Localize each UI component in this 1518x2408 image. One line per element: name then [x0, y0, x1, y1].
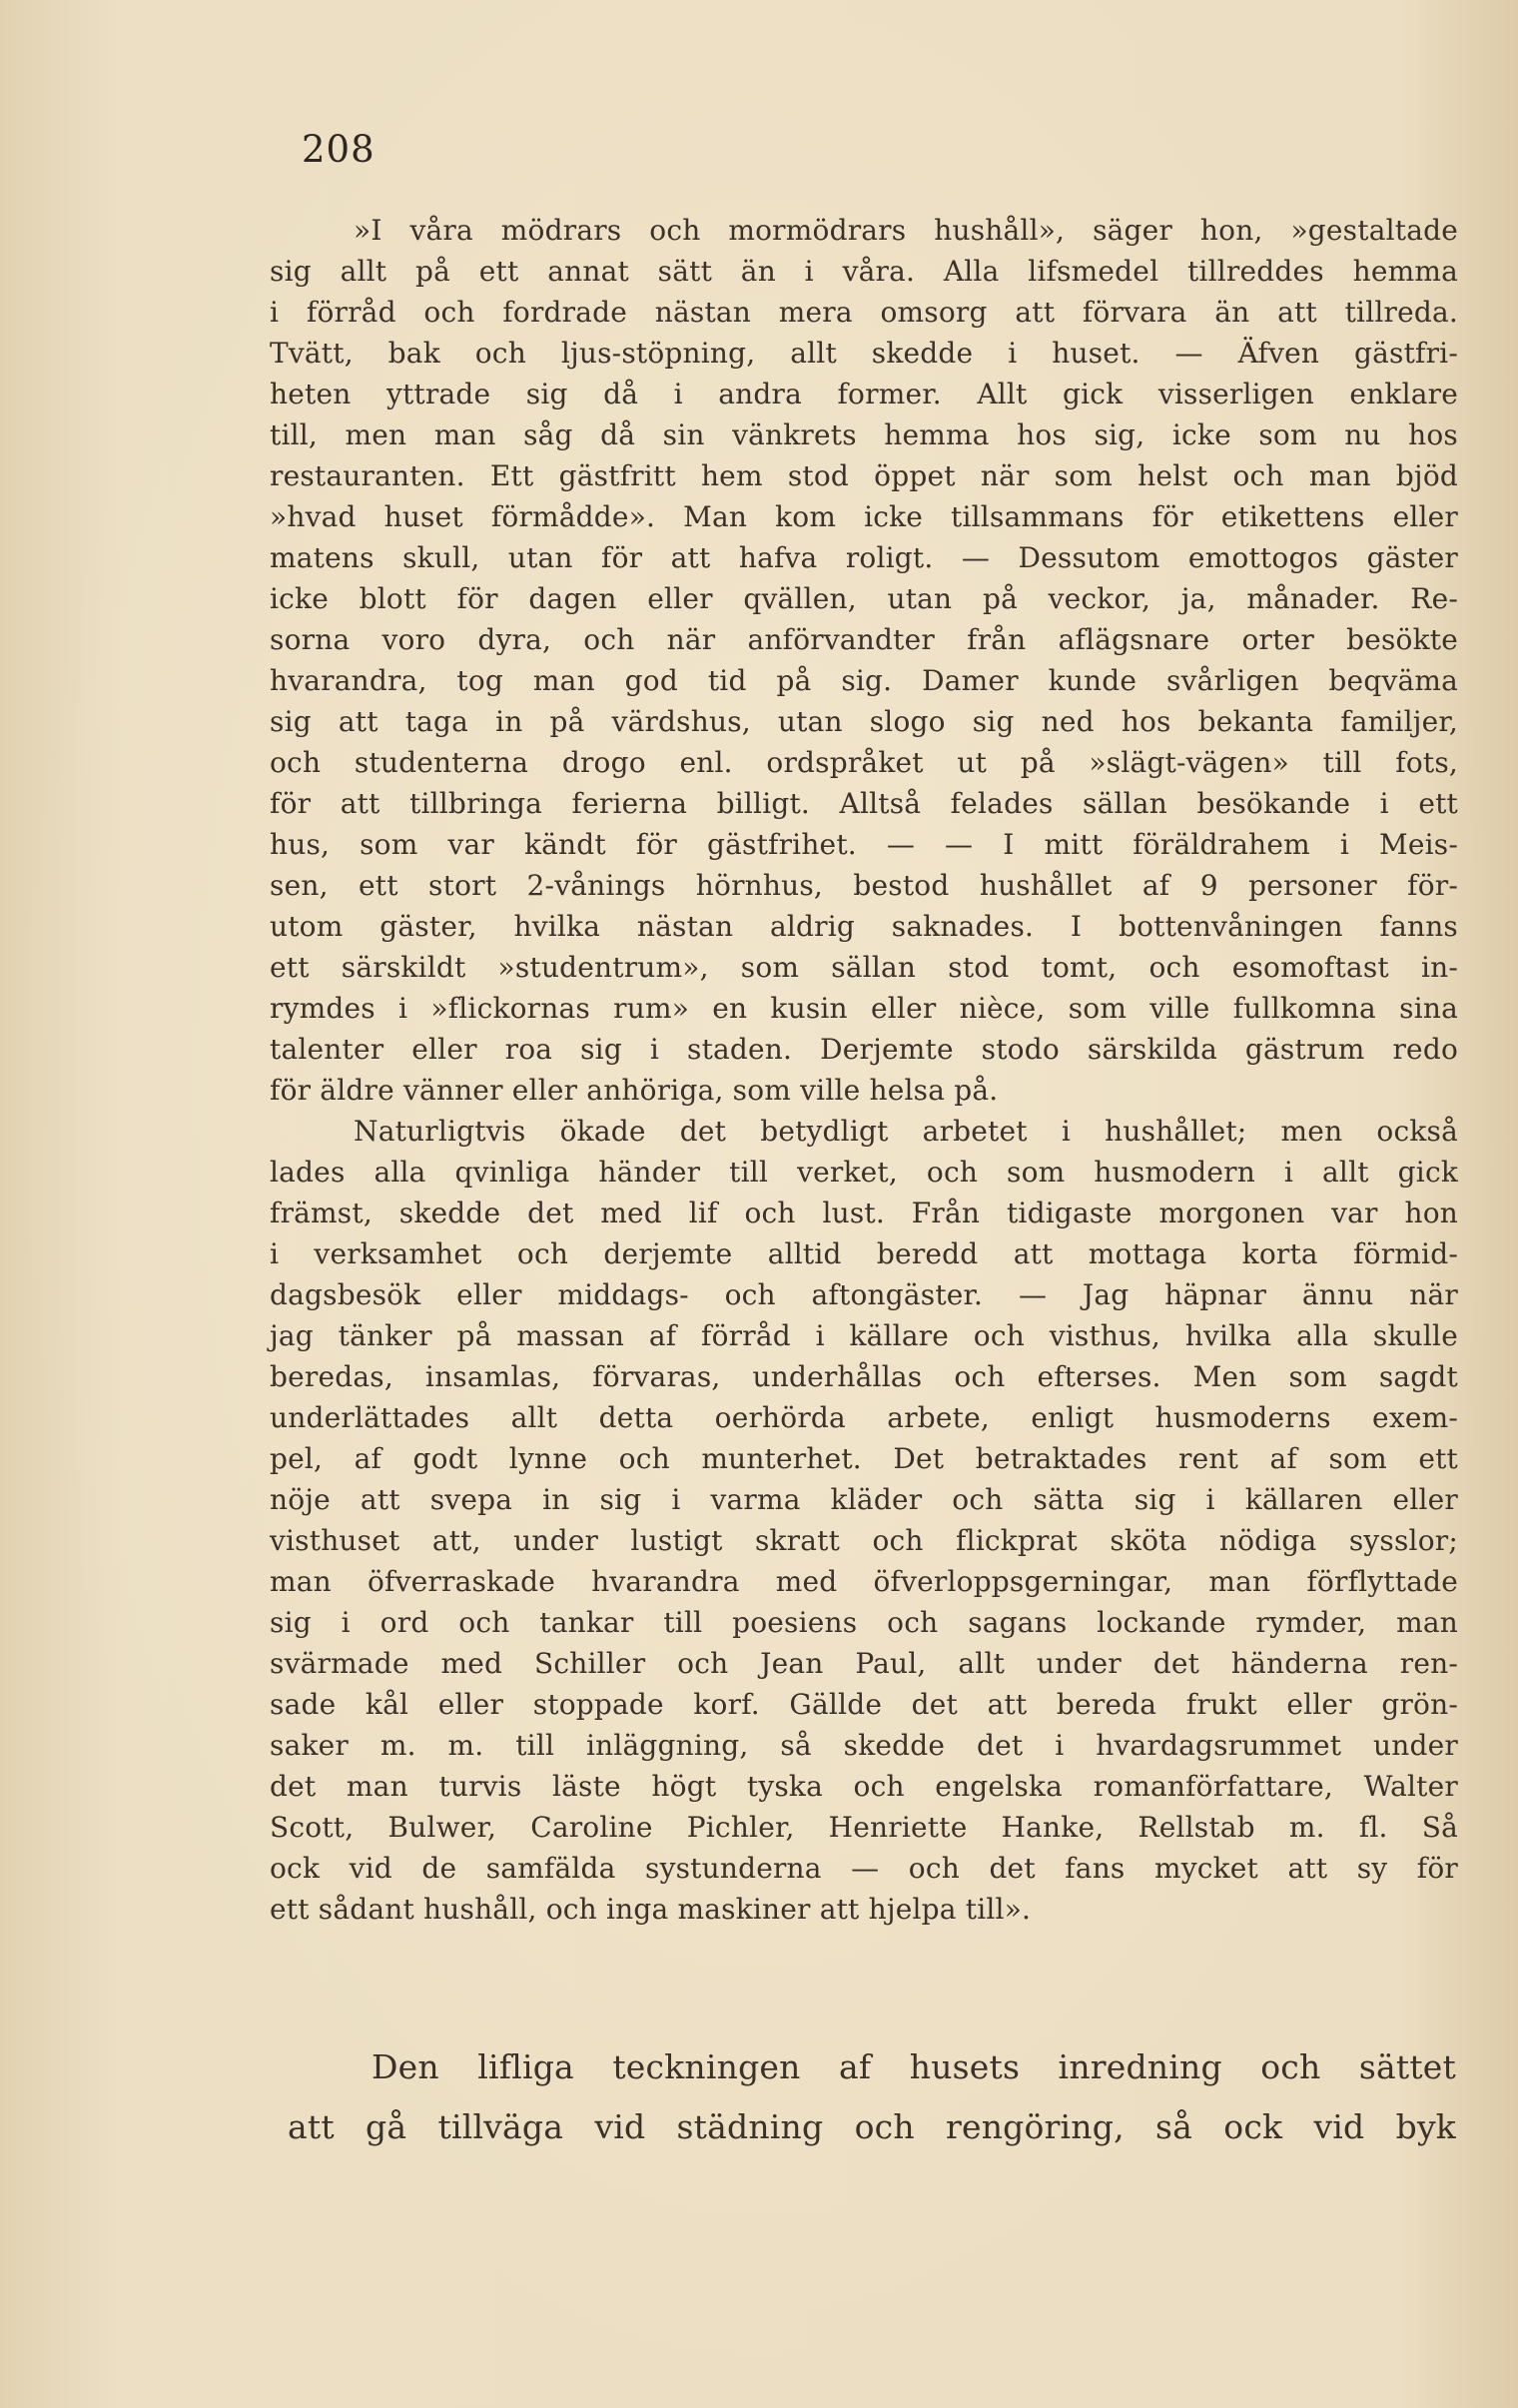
page-number: 208: [302, 128, 376, 171]
text-line: »I våra mödrars och mormödrars hushåll», säger hon, »gestaltade: [354, 214, 1458, 247]
main-paragraph: [288, 2037, 1456, 2157]
text-line: beredas, insamlas, förvaras, underhållas och efterses. Men som sagdt: [270, 1360, 1458, 1393]
text-line: icke blott för dagen eller qvällen, utan på veckor, ja, månader. Re-: [270, 582, 1458, 615]
text-line: sig allt på ett annat sätt än i våra. Alla lifsmedel tillreddes hemma: [270, 255, 1458, 288]
text-line: det man turvis läste högt tyska och engelska romanförfattare, Walter: [270, 1770, 1458, 1803]
text-line: att gå tillväga vid städning och rengöring, så ock vid byk: [288, 2107, 1456, 2146]
text-line: man öfverraskade hvarandra med öfverloppsgerningar, man förflyttade: [270, 1565, 1458, 1598]
text-line: sorna voro dyra, och när anförvandter från aflägsnare orter besökte: [270, 623, 1458, 656]
text-line: Den lifliga teckningen af husets inredning och sättet: [372, 2047, 1456, 2086]
text-line: sig att taga in på värdshus, utan slogo sig ned hos bekanta familjer,: [270, 705, 1458, 738]
text-line: svärmade med Schiller och Jean Paul, allt under det händerna ren-: [270, 1647, 1458, 1680]
text-line: visthuset att, under lustigt skratt och flickprat sköta nödiga sysslor;: [270, 1524, 1458, 1557]
text-line: sen, ett stort 2-vånings hörnhus, bestod hushållet af 9 personer för-: [270, 869, 1458, 902]
quote-paragraph-1: [270, 210, 1458, 1930]
text-line: Tvätt, bak och ljus-stöpning, allt skedde i huset. — Äfven gästfri-: [270, 337, 1458, 370]
text-line: ock vid de samfälda systunderna — och det fans mycket att sy för: [270, 1852, 1458, 1885]
text-line: utom gäster, hvilka nästan aldrig saknades. I bottenvåningen fanns: [270, 910, 1458, 943]
text-line: lades alla qvinliga händer till verket, och som husmodern i allt gick: [270, 1156, 1458, 1189]
text-line: hus, som var kändt för gästfrihet. — — I mitt föräldrahem i Meis-: [270, 828, 1458, 861]
text-line: Naturligtvis ökade det betydligt arbetet i hushållet; men också: [354, 1115, 1458, 1148]
text-line: till, men man såg då sin vänkrets hemma hos sig, icke som nu hos: [270, 418, 1458, 451]
text-line: restauranten. Ett gästfritt hem stod öppet när som helst och man bjöd: [270, 459, 1458, 492]
text-line: ett särskildt »studentrum», som sällan stod tomt, och esomoftast in-: [270, 951, 1458, 984]
text-line: sig i ord och tankar till poesiens och sagans lockande rymder, man: [270, 1606, 1458, 1639]
text-line: dagsbesök eller middags- och aftongäster. — Jag häpnar ännu när: [270, 1278, 1458, 1311]
text-line: talenter eller roa sig i staden. Derjemte stodo särskilda gästrum redo: [270, 1033, 1458, 1066]
text-line: heten yttrade sig då i andra former. Allt gick visserligen enklare: [270, 378, 1458, 410]
text-line: Scott, Bulwer, Caroline Pichler, Henriette Hanke, Rellstab m. fl. Så: [270, 1811, 1458, 1844]
text-line: i verksamhet och derjemte alltid beredd att mottaga korta förmid-: [270, 1237, 1458, 1270]
text-line: »hvad huset förmådde». Man kom icke tillsammans för etikettens eller: [270, 500, 1458, 533]
text-line: för att tillbringa ferierna billigt. Alltså felades sällan besökande i ett: [270, 787, 1458, 820]
text-line: saker m. m. till inläggning, så skedde det i hvardagsrummet under: [270, 1729, 1458, 1762]
text-line: underlättades allt detta oerhörda arbete, enligt husmoderns exem-: [270, 1401, 1458, 1434]
text-line: nöje att svepa in sig i varma kläder och sätta sig i källaren eller: [270, 1483, 1458, 1516]
text-line: matens skull, utan för att hafva roligt. — Dessutom emottogos gäster: [270, 541, 1458, 574]
text-line: främst, skedde det med lif och lust. Från tidigaste morgonen var hon: [270, 1197, 1458, 1229]
text-line: rymdes i »flickornas rum» en kusin eller nièce, som ville fullkomna sina: [270, 992, 1458, 1025]
text-line: och studenterna drogo enl. ordspråket ut på »slägt-vägen» till fots,: [270, 746, 1458, 779]
text-line: ett sådant hushåll, och inga maskiner att hjelpa till».: [270, 1893, 1032, 1926]
text-line: sade kål eller stoppade korf. Gällde det att bereda frukt eller grön-: [270, 1688, 1458, 1721]
text-line: pel, af godt lynne och munterhet. Det betraktades rent af som ett: [270, 1442, 1458, 1475]
text-line: jag tänker på massan af förråd i källare och visthus, hvilka alla skulle: [270, 1319, 1458, 1352]
text-line: för äldre vänner eller anhöriga, som ville helsa på.: [270, 1074, 999, 1107]
text-line: i förråd och fordrade nästan mera omsorg att förvara än att tillreda.: [270, 296, 1458, 329]
text-line: hvarandra, tog man god tid på sig. Damer kunde svårligen beqväma: [270, 664, 1458, 697]
